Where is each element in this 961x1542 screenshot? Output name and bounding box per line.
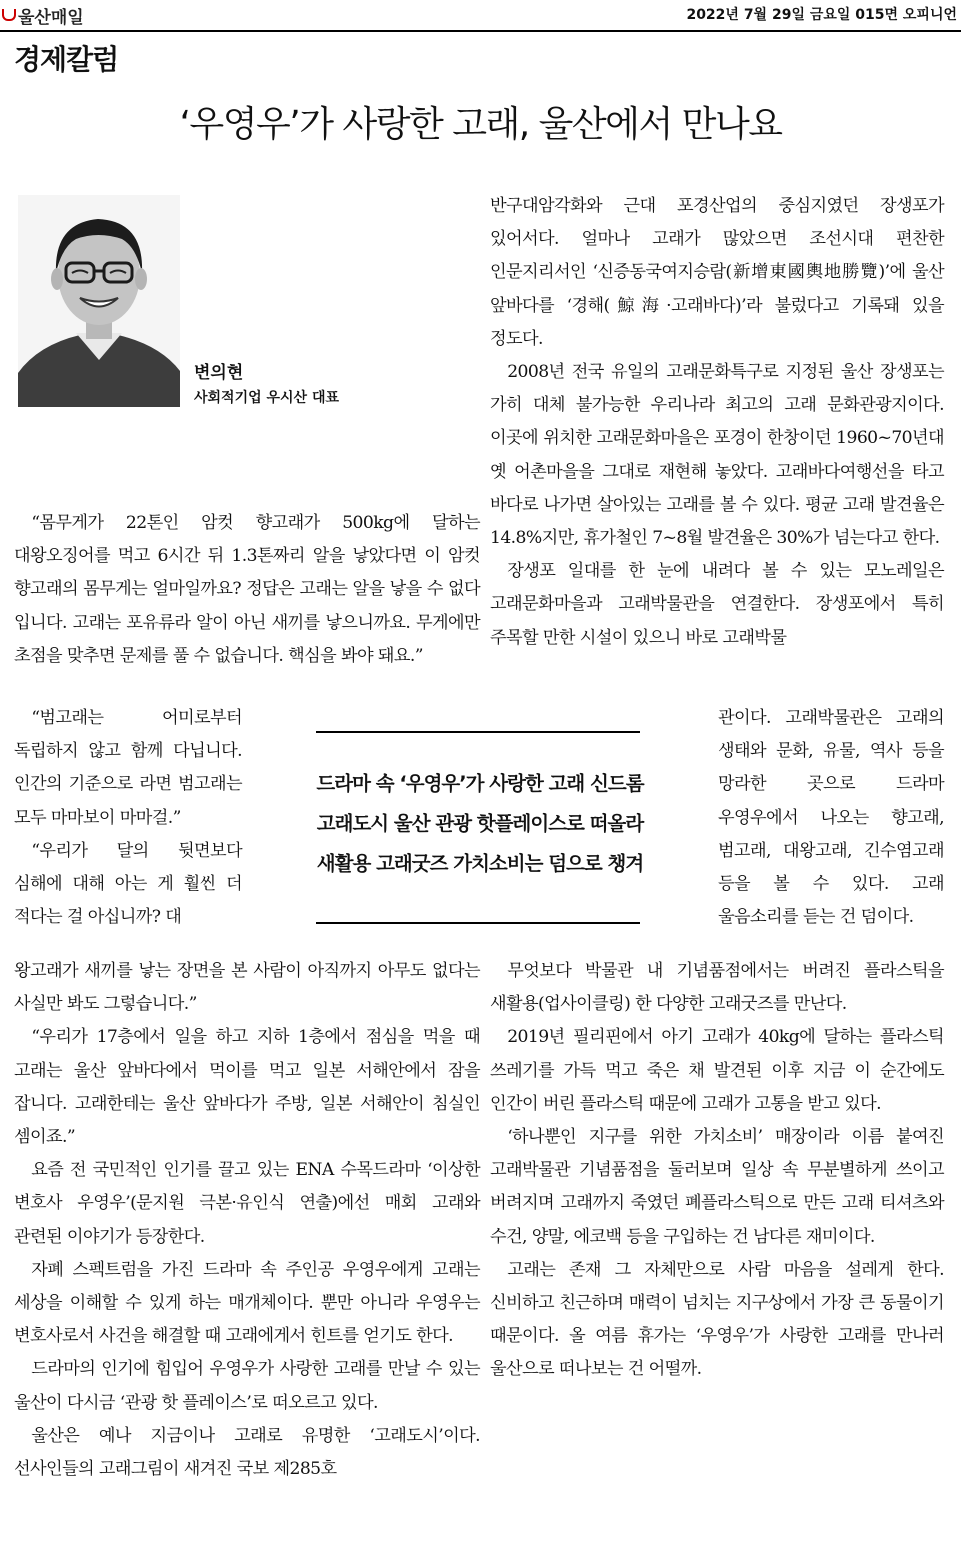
newspaper-logo[interactable] (2, 3, 84, 28)
author-title: 사회적기업 우시산 대표 (194, 390, 339, 406)
body-column-right-bottom (490, 955, 944, 1387)
paragraph: 자폐 스펙트럼을 가진 드라마 속 주인공 우영우에게 고래는 세상을 이해할 수 있게 하는 매개체이다. 뿐만 아니라 우영우는 변호사로서 사건을 해결할 때 고래에게서 힌트를 얻기도 한다. (14, 1259, 480, 1347)
subhead-line: 새활용 고래굿즈 가치소비는 덤으로 챙겨 (316, 852, 644, 875)
paragraph: 무엇보다 박물관 내 기념품점에서는 버려진 플라스틱을 새활용(업사이클링) 한 다양한 고래굿즈를 만난다. (490, 961, 944, 1015)
masthead (0, 0, 961, 32)
paragraph: 울산은 예나 지금이나 고래로 유명한 ‘고래도시’이다. 선사인들의 고래그림이 새겨진 국보 제285호 (14, 1425, 480, 1480)
author-portrait-illustration (18, 195, 180, 407)
paragraph-continued: 왕고래가 새끼를 낳는 장면을 본 사람이 아직까지 아무도 없다는 사실만 봐도 그렇습니다.” (14, 961, 480, 1015)
author-photo (18, 195, 180, 407)
article-headline: ‘우영우’가 사랑한 고래, 울산에서 만나요 (179, 104, 782, 145)
pullquote-rule-bottom (316, 922, 640, 924)
pullquote-subheads (248, 764, 712, 884)
paragraph: ‘하나뿐인 지구를 위한 가치소비’ 매장이라 이름 붙여진 고래박물관 기념품점을 둘러보며 일상 속 무분별하게 쓰이고 버려지며 고래까지 죽였던 폐플라스틱으로 만든 고래 티셔츠와 수건, 양말, 에코백 등을 구입하는 건 남다른 재미이다. (490, 1127, 944, 1247)
paragraph-continued: 반구대암각화와 근대 포경산업의 중심지였던 장생포가 있어서다. 얼마나 고래가 많았으면 조선시대 편찬한 인문지리서인 ‘신증동국여지승람(新增東國輿地勝覽)’에 울산 앞바다를 ‘경해(鯨海·고래바다)’라 불렀다고 기록돼 있을 정도다. (490, 196, 944, 349)
dateline: 2022년 7월 29일 금요일 015면 오피니언 (686, 7, 957, 23)
pullquote-rule-top (316, 731, 640, 733)
logo-mark-icon (2, 9, 16, 21)
subhead-line: 고래도시 울산 관광 핫플레이스로 떠올라 (316, 812, 644, 835)
header-divider (0, 30, 961, 32)
paragraph-continued: 관이다. 고래박물관은 고래의 생태와 문화, 유물, 역사 등을 망라한 곳으로 드라마 우영우에서 나오는 향고래, 범고래, 대왕고래, 긴수염고래 등을 볼 수 있다. 고래 울음소리를 듣는 건 덤이다. (718, 708, 944, 928)
paragraph: 요즘 전 국민적인 인기를 끌고 있는 ENA 수목드라마 ‘이상한 변호사 우영우’(문지원 극본·유인식 연출)에선 매회 고래와 관련된 이야기가 등장한다. (14, 1160, 480, 1247)
paragraph: “몸무게가 22톤인 암컷 향고래가 500kg에 달하는 대왕오징어를 먹고 6시간 뒤 1.3톤짜리 알을 낳았다면 이 암컷 향고래의 몸무게는 얼마일까요? 정답은 고래는 알을 낳을 수 없다 입니다. 고래는 포유류라 알이 아닌 새끼를 낳으니까요. 무게에만 초점을 맞추면 문제를 풀 수 없습니다. 핵심을 봐야 돼요.” (14, 513, 480, 666)
paragraph: 2008년 전국 유일의 고래문화특구로 지정된 울산 장생포는 가히 대체 불가능한 우리나라 최고의 고래 문화관광지이다. 이곳에 위치한 고래문화마을은 포경이 한창이던 1960~70년대 옛 어촌마을을 그대로 재현해 놓았다. 고래바다여행선을 타고 바다로 나가면 살아있는 고래를 볼 수 있다. 평균 고래 발견율은 14.8%지만, 휴가철인 7~8월 발견율은 30%가 넘는다고 한다. (490, 362, 944, 549)
author-name: 변의현 (194, 363, 244, 383)
section-label: 경제칼럼 (14, 43, 119, 76)
paragraph: “범고래는 어미로부터 독립하지 않고 함께 다닙니다. 인간의 기준으로 라면 범고래는 모두 마마보이 마마걸.” (14, 708, 242, 828)
body-column-left-top (14, 507, 480, 673)
body-column-left-middle (14, 702, 242, 934)
paragraph: 드라마의 인기에 힘입어 우영우가 사랑한 고래를 만날 수 있는 울산이 다시금 ‘관광 핫 플레이스’로 떠오르고 있다. (14, 1359, 480, 1413)
body-column-left-bottom (14, 955, 480, 1486)
body-column-right-top (490, 190, 944, 655)
logo-text: 울산매일 (18, 8, 84, 28)
subhead-line: 드라마 속 ‘우영우’가 사랑한 고래 신드롬 (316, 772, 644, 795)
paragraph: 2019년 필리핀에서 아기 고래가 40kg에 달하는 플라스틱 쓰레기를 가득 먹고 죽은 채 발견된 이후 지금 이 순간에도 인간이 버린 플라스틱 때문에 고래가 고통을 받고 있다. (490, 1027, 944, 1114)
paragraph: 장생포 일대를 한 눈에 내려다 볼 수 있는 모노레일은 고래문화마을과 고래박물관을 연결한다. 장생포에서 특히 주목할 만한 시설이 있으니 바로 고래박물 (490, 561, 944, 648)
paragraph: “우리가 17층에서 일을 하고 지하 1층에서 점심을 먹을 때 고래는 울산 앞바다에서 먹이를 먹고 일본 서해안에서 잠을 잡니다. 고래한테는 울산 앞바다가 주방, 일본 서해안이 침실인 셈이죠.” (14, 1027, 480, 1148)
paragraph: “우리가 달의 뒷면보다 심해에 대해 아는 게 훨씬 더 적다는 걸 아십니까? 대 (14, 840, 242, 928)
paragraph: 고래는 존재 그 자체만으로 사람 마음을 설레게 한다. 신비하고 친근하며 매력이 넘치는 지구상에서 가장 큰 동물이기 때문이다. 올 여름 휴가는 ‘우영우’가 사랑한 고래를 만나러 울산으로 떠나보는 건 어떨까. (490, 1259, 944, 1380)
body-column-right-middle (718, 702, 944, 934)
